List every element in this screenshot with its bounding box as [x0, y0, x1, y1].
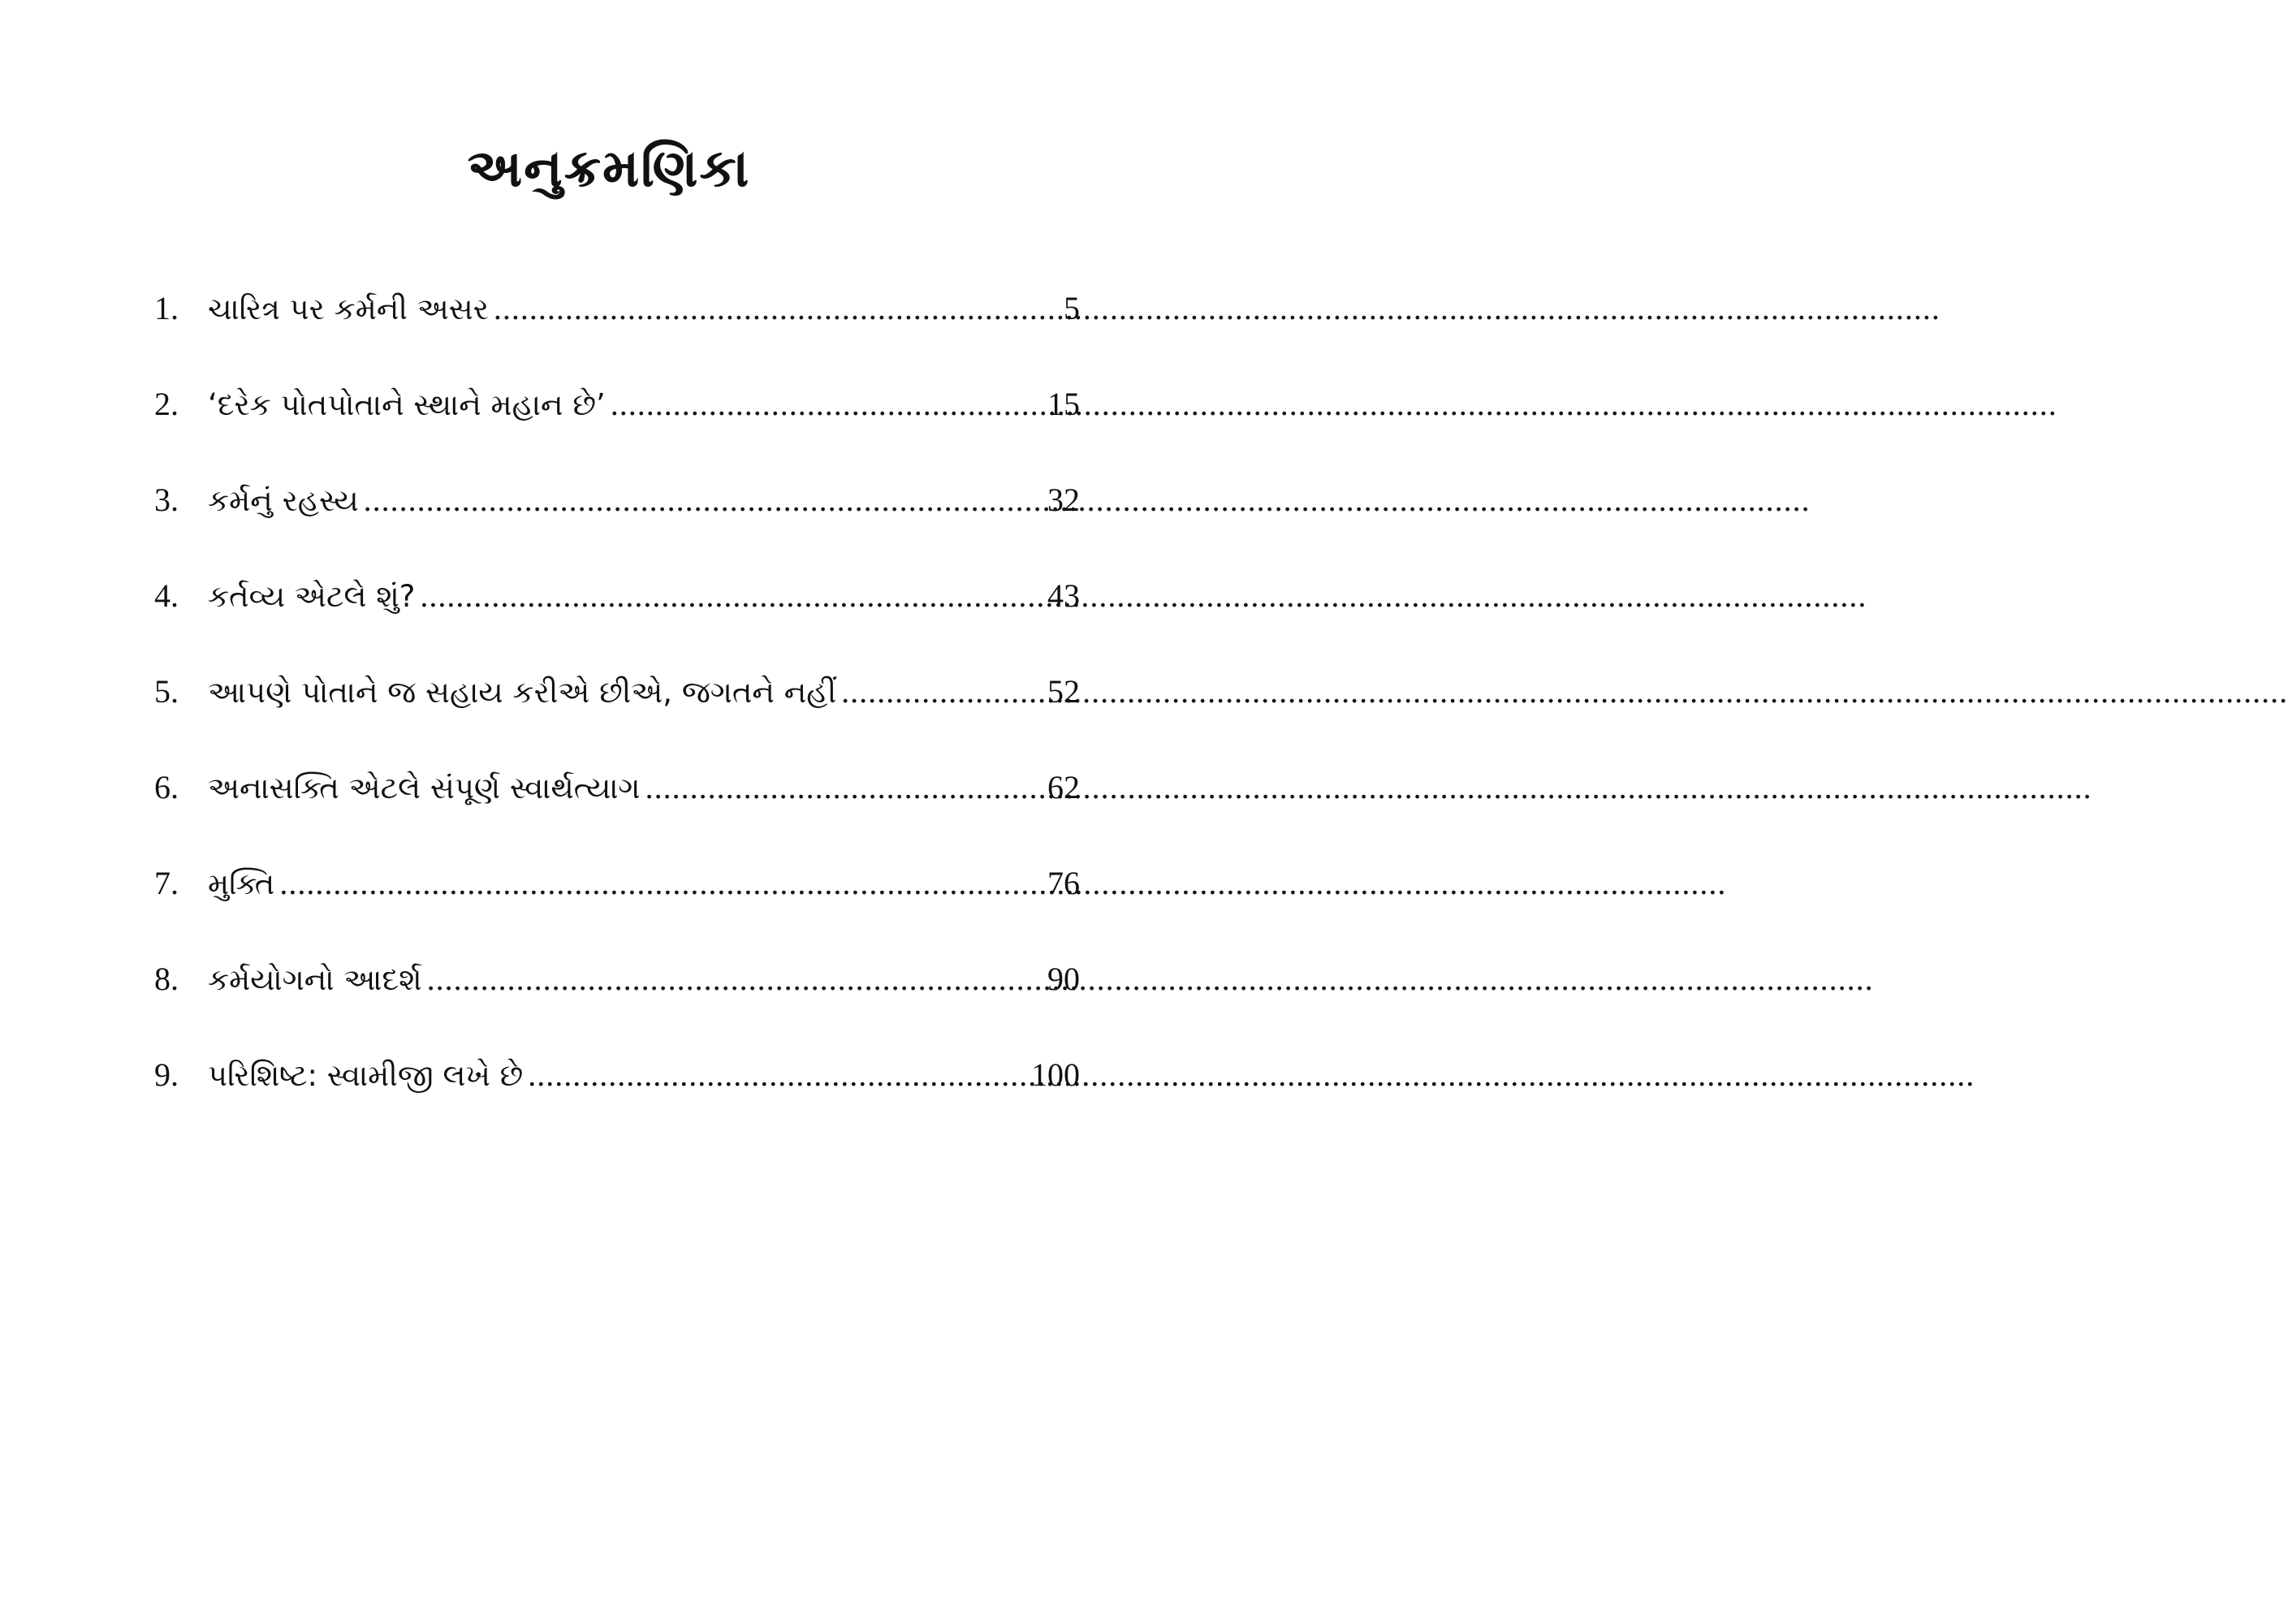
dot-leader — [841, 651, 1043, 732]
dot-leader — [528, 1034, 1026, 1116]
toc-entry-8 — [154, 939, 1080, 1034]
table-of-contents — [154, 268, 1080, 1130]
toc-entry-title: આપણે પોતાને જ સહાય કરીએ છીએ, જગતને નહીં — [208, 675, 837, 710]
toc-entry-title: ‘દરેક પોતપોતાને સ્થાને મહાન છે’ — [208, 387, 606, 422]
toc-entry-page: 90 — [1047, 961, 1080, 997]
toc-entry-2 — [154, 364, 1080, 460]
toc-entry-7 — [154, 843, 1080, 939]
toc-entry-number: 3. — [154, 482, 179, 518]
page-title: અનુક્રમણિકા — [467, 138, 751, 199]
toc-entry-page: 100 — [1031, 1056, 1080, 1093]
dot-leader — [611, 364, 1043, 445]
toc-entry-number: 5. — [154, 673, 179, 710]
toc-entry-page: 52 — [1047, 673, 1080, 710]
toc-entry-page: 62 — [1047, 769, 1080, 806]
toc-entry-number: 8. — [154, 961, 179, 997]
toc-entry-title: અનાસક્તિ એટલે સંપૂર્ણ સ્વાર્થત્યાગ — [208, 771, 641, 806]
dot-leader — [364, 460, 1043, 541]
toc-entry-title: ચારિત્ર પર કર્મની અસર — [208, 292, 489, 326]
toc-entry-page: 76 — [1047, 865, 1080, 901]
toc-entry-number: 9. — [154, 1056, 179, 1093]
toc-entry-1 — [154, 268, 1080, 364]
toc-entry-number: 6. — [154, 769, 179, 806]
toc-entry-number: 4. — [154, 577, 179, 614]
dot-leader — [279, 843, 1043, 924]
toc-entry-5 — [154, 651, 1080, 747]
toc-entry-6 — [154, 747, 1080, 843]
toc-entry-title: કર્મયોગનો આદર્શ — [208, 962, 422, 997]
dot-leader — [494, 268, 1059, 349]
toc-entry-4 — [154, 555, 1080, 651]
dot-leader — [645, 747, 1043, 828]
toc-entry-3 — [154, 460, 1080, 555]
toc-entry-title: પરિશિષ્ટ: સ્વામીજી લખે છે — [208, 1058, 524, 1093]
toc-entry-number: 2. — [154, 386, 179, 422]
toc-entry-title: કર્મનું રહસ્ય — [208, 483, 359, 518]
toc-entry-title: કર્તવ્ય એટલે શું? — [208, 579, 416, 614]
toc-entry-title: મુક્તિ — [208, 866, 275, 901]
toc-entry-9 — [154, 1034, 1080, 1130]
toc-entry-page: 15 — [1047, 386, 1080, 422]
toc-entry-number: 7. — [154, 865, 179, 901]
toc-entry-page: 32 — [1047, 482, 1080, 518]
toc-entry-page: 5 — [1064, 290, 1080, 326]
toc-entry-page: 43 — [1047, 577, 1080, 614]
toc-entry-number: 1. — [154, 290, 179, 326]
dot-leader — [420, 555, 1043, 637]
dot-leader — [427, 939, 1043, 1020]
